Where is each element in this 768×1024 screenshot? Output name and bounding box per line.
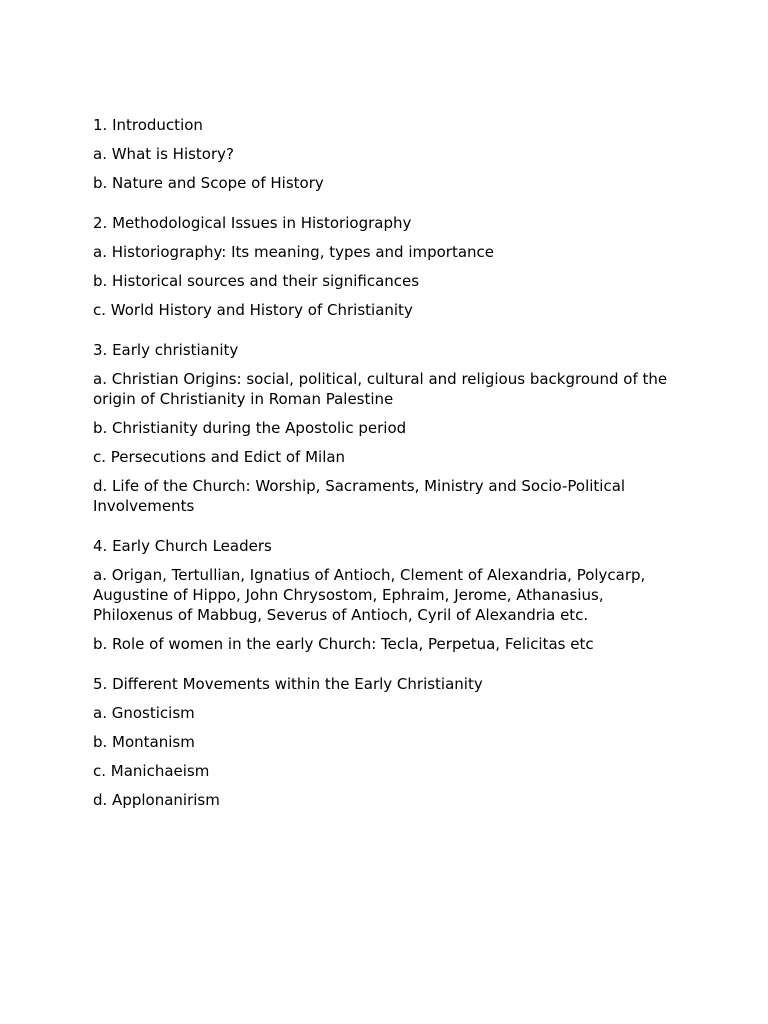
list-item: b. Nature and Scope of History	[93, 174, 324, 192]
list-item: d. Applonanirism	[93, 791, 220, 809]
list-item: c. Persecutions and Edict of Milan	[93, 448, 346, 466]
list-item: b. Christianity during the Apostolic period	[93, 419, 407, 437]
section-early-christianity	[93, 340, 678, 516]
section-introduction	[93, 115, 678, 193]
list-item: b. Role of women in the early Church: Tecla, Perpetua, Felicitas etc	[93, 635, 594, 653]
section-heading: 1. Introduction	[93, 116, 203, 134]
list-item: b. Montanism	[93, 733, 195, 751]
section-heading: 3. Early christianity	[93, 341, 239, 359]
section-methodological-issues	[93, 213, 678, 320]
section-heading: 5. Different Movements within the Early Christianity	[93, 675, 483, 693]
list-item: c. World History and History of Christianity	[93, 301, 413, 319]
section-early-church-leaders	[93, 536, 678, 654]
section-heading: 2. Methodological Issues in Historiography	[93, 214, 412, 232]
section-heading: 4. Early Church Leaders	[93, 537, 272, 555]
list-item: a. Gnosticism	[93, 704, 195, 722]
list-item: c. Manichaeism	[93, 762, 210, 780]
document-body	[93, 115, 678, 830]
list-item: a. Origan, Tertullian, Ignatius of Antioch, Clement of Alexandria, Polycarp, Augustine of Hippo, John Chrysostom, Ephraim, Jerome, Athanasius, Philoxenus of Mabbug, Severus of Antioch, Cyril of Alexandria etc.	[93, 566, 646, 624]
list-item: a. What is History?	[93, 145, 234, 163]
list-item: d. Life of the Church: Worship, Sacraments, Ministry and Socio-Political Involvements	[93, 477, 626, 515]
list-item: b. Historical sources and their significances	[93, 272, 420, 290]
list-item: a. Christian Origins: social, political, cultural and religious background of the origin of Christianity in Roman Palestine	[93, 370, 668, 408]
section-different-movements	[93, 674, 678, 810]
list-item: a. Historiography: Its meaning, types and importance	[93, 243, 495, 261]
